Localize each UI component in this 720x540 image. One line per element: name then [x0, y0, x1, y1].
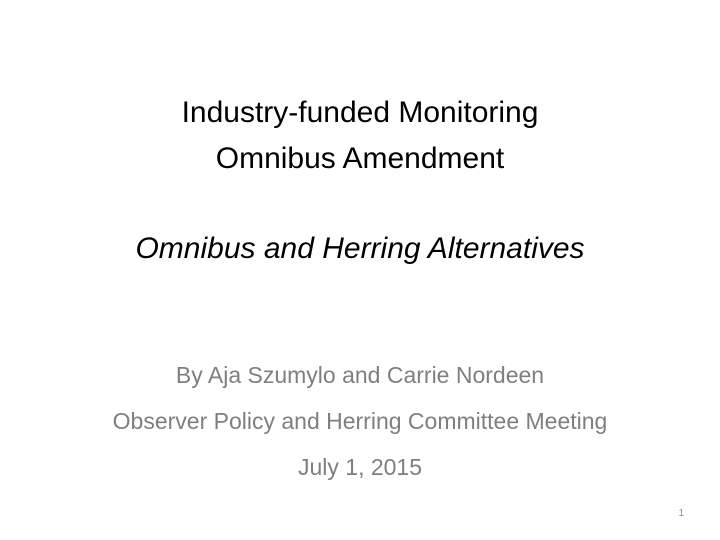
title-line-2: Omnibus Amendment — [215, 142, 505, 175]
slide-subtitle — [20, 352, 700, 490]
title-spacer — [40, 182, 680, 226]
title-italic-line: Omnibus and Herring Alternatives — [135, 232, 585, 265]
title-line-1: Industry-funded Monitoring — [181, 96, 539, 129]
slide-title — [40, 90, 680, 272]
subtitle-meeting: Observer Policy and Herring Committee Meeting — [112, 408, 608, 434]
subtitle-date: July 1, 2015 — [297, 454, 423, 480]
subtitle-authors: By Aja Szumylo and Carrie Nordeen — [175, 362, 545, 388]
slide-number: 1 — [678, 508, 684, 519]
